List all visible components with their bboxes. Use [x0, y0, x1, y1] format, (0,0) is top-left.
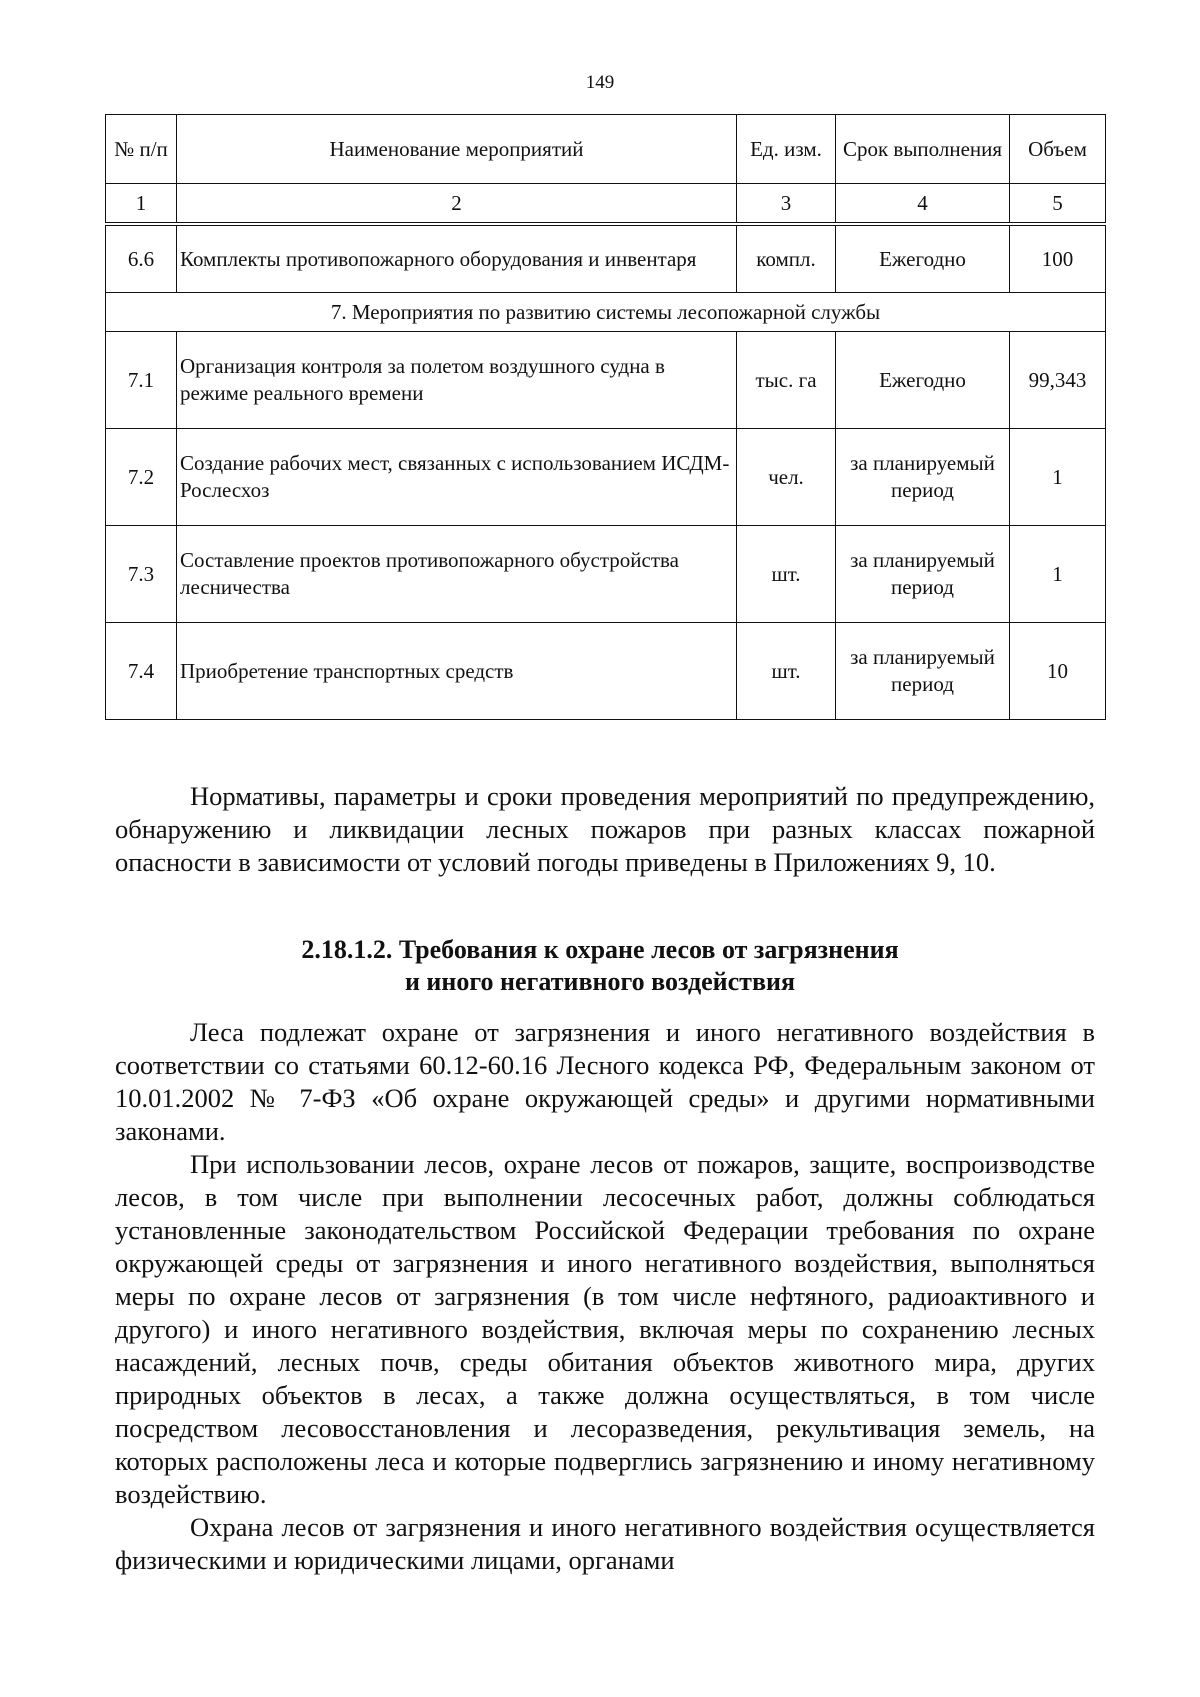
row-term: Ежегодно — [836, 332, 1010, 429]
colnum-4: 4 — [836, 184, 1010, 225]
row-term: за планируемый период — [836, 623, 1010, 720]
row-name: Создание рабочих мест, связанных с использованием ИСДМ-Рослесхоз — [177, 429, 737, 526]
colnum-2: 2 — [177, 184, 737, 225]
table-row — [106, 429, 1106, 526]
row-num: 6.6 — [106, 224, 177, 293]
page-number: 149 — [585, 72, 615, 93]
row-name: Организация контроля за полетом воздушного судна в режиме реального времени — [177, 332, 737, 429]
section-heading-line-1: 2.18.1.2. Требования к охране лесов от загрязнения — [301, 935, 899, 964]
header-volume: Объем — [1010, 115, 1106, 184]
section-title: 7. Мероприятия по развитию системы лесопожарной службы — [106, 293, 1106, 332]
colnum-3: 3 — [737, 184, 836, 225]
row-num: 7.1 — [106, 332, 177, 429]
paragraph-requirements: При использовании лесов, охране лесов от пожаров, защите, воспроизводстве лесов, в том числе при выполнении лесосечных работ, должны соблюдаться установленные законодательством Российской Федерации требования по охране окружающей среды от загрязнения и иного негативного воздействия, выполняться меры по охране лесов от загрязнения (в том числе нефтяного, радиоактивного и другого) и иного негативного воздействия, включая меры по сохранению лесных насаждений, лесных почв, среды обитания объектов животного мира, других природных объектов в лесах, а также должна осуществляться, в том числе посредством лесовосстановления и лесоразведения, рекультивация земель, на которых расположены леса и которые подверглись загрязнению и иному негативному воздействию. — [115, 1149, 1095, 1509]
section-heading-line-2: и иного негативного воздействия — [404, 967, 796, 996]
row-name: Комплекты противопожарного оборудования и инвентаря — [177, 224, 737, 293]
column-number-row — [106, 184, 1106, 225]
header-term: Срок выполнения — [836, 115, 1010, 184]
row-volume: 1 — [1010, 526, 1106, 623]
header-name: Наименование мероприятий — [177, 115, 737, 184]
row-term: за планируемый период — [836, 429, 1010, 526]
row-name: Приобретение транспортных средств — [177, 623, 737, 720]
colnum-1: 1 — [106, 184, 177, 225]
table-header-row — [106, 115, 1106, 184]
row-unit: тыс. га — [737, 332, 836, 429]
row-unit: шт. — [737, 623, 836, 720]
row-num: 7.2 — [106, 429, 177, 526]
row-term: Ежегодно — [836, 224, 1010, 293]
paragraph-standards: Нормативы, параметры и сроки проведения мероприятий по предупреждению, обнаружению и ликвидации лесных пожаров при разных классах пожарной опасности в зависимости от условий погоды приведены в Приложениях 9, 10. — [115, 781, 1095, 877]
paragraph-responsibility: Охрана лесов от загрязнения и иного негативного воздействия осуществляется физическими и юридическими лицами, органами — [115, 1512, 1095, 1575]
row-unit: компл. — [737, 224, 836, 293]
header-num: № п/п — [106, 115, 177, 184]
row-num: 7.4 — [106, 623, 177, 720]
measures-table — [105, 114, 1106, 720]
row-volume: 99,343 — [1010, 332, 1106, 429]
row-unit: чел. — [737, 429, 836, 526]
intro-text-block — [115, 780, 1095, 879]
paragraph-protection: Леса подлежат охране от загрязнения и иного негативного воздействия в соответствии со статьями 60.12-60.16 Лесного кодекса РФ, Федеральным законом от 10.01.2002 № 7-ФЗ «Об охране окружающей среды» и другими нормативными законами. — [115, 1017, 1095, 1146]
section-heading — [0, 934, 1200, 998]
row-unit: шт. — [737, 526, 836, 623]
table-row — [106, 332, 1106, 429]
row-term: за планируемый период — [836, 526, 1010, 623]
section-body — [115, 1016, 1095, 1577]
table-row — [106, 526, 1106, 623]
table-row — [106, 224, 1106, 293]
header-unit: Ед. изм. — [737, 115, 836, 184]
row-volume: 1 — [1010, 429, 1106, 526]
row-name: Составление проектов противопожарного обустройства лесничества — [177, 526, 737, 623]
row-volume: 100 — [1010, 224, 1106, 293]
colnum-5: 5 — [1010, 184, 1106, 225]
section-row — [106, 293, 1106, 332]
row-num: 7.3 — [106, 526, 177, 623]
table-row — [106, 623, 1106, 720]
row-volume: 10 — [1010, 623, 1106, 720]
